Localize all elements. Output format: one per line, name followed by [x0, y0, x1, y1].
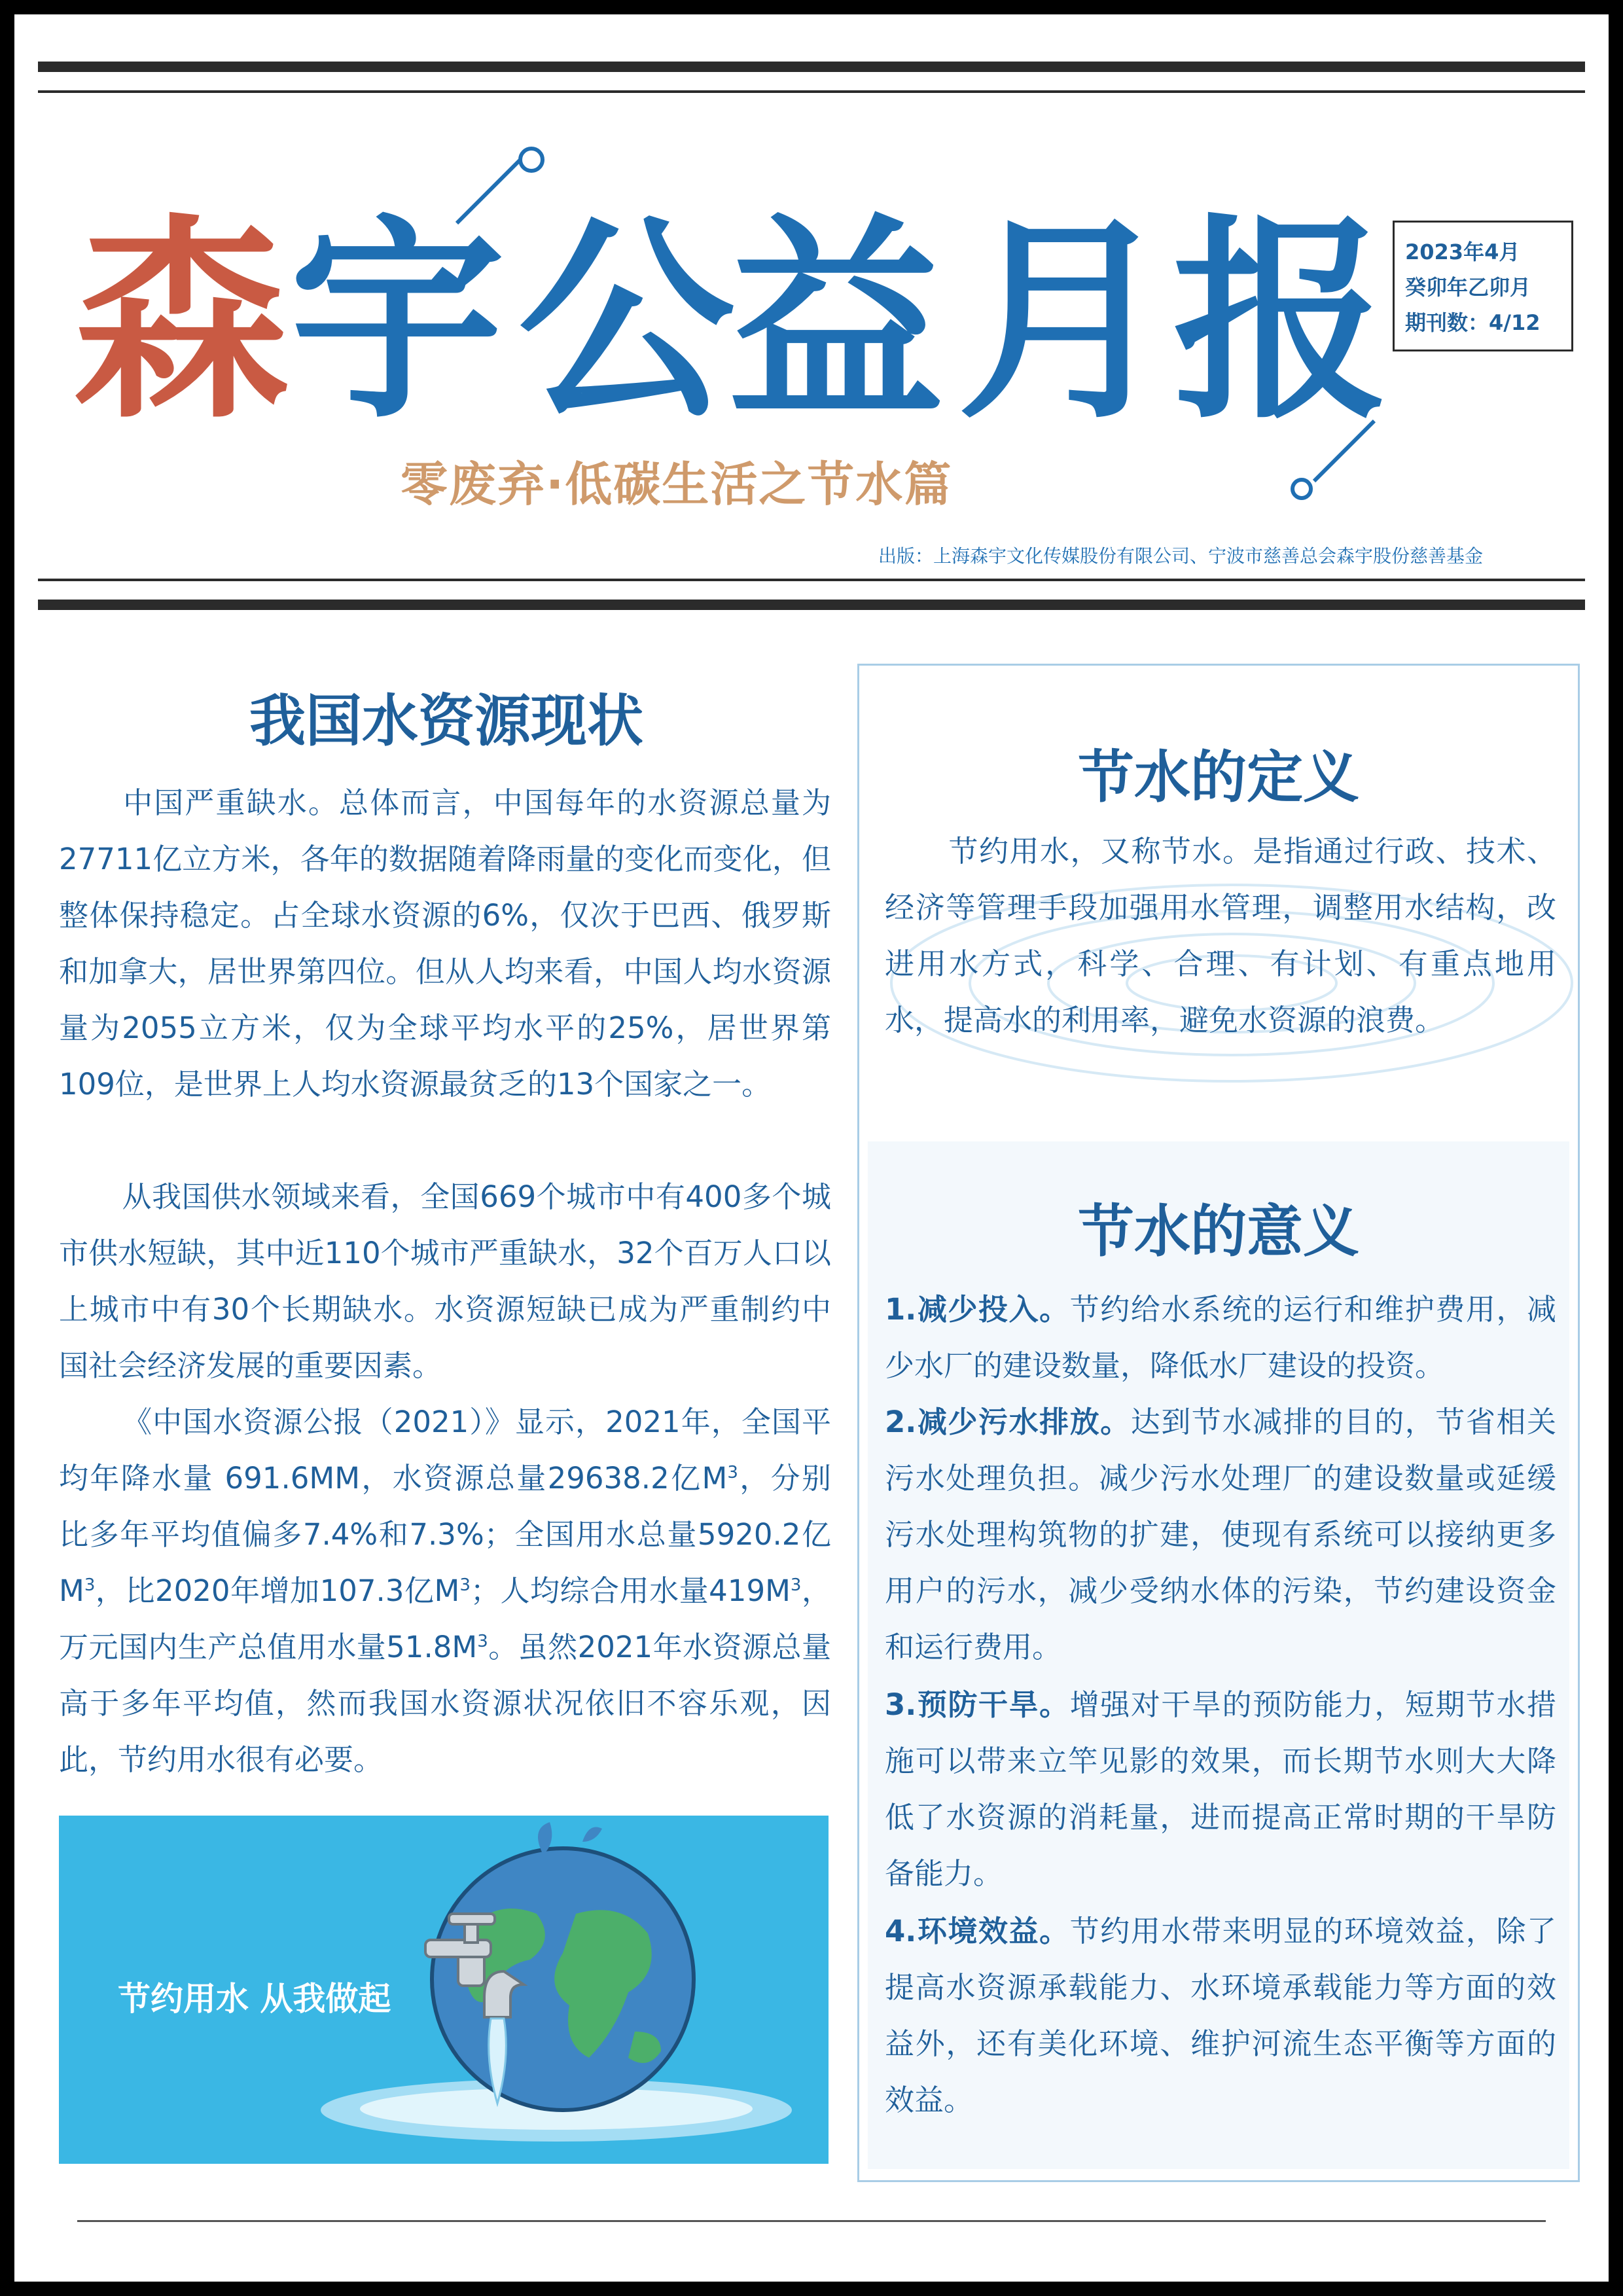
water-status-paragraph-2: 从我国供水领域来看，全国669个城市中有400多个城市供水短缺，其中近110个城市严重缺水，32个百万人口以上城市中有30个长期缺水。水资源短缺已成为严重制约中国社会经济发展的重要因素。 [59, 1179, 831, 1383]
title-char-5: 月 [957, 196, 1173, 448]
lunar-month: 癸卯年乙卯月 [1405, 275, 1531, 300]
definition-paragraph: 节约用水，又称节水。是指通过行政、技术、经济等管理手段加强用水管理，调整用水结构，改进用水方式，科学、合理、有计划、有重点地用水，提高水的利用率，避免水资源的浪费。 [885, 834, 1556, 1037]
publisher-line: 出版：上海森宇文化传媒股份有限公司、宁波市慈善总会森宇股份慈善基金 [878, 545, 1484, 567]
meaning-item-4: 4.环境效益。节约用水带来明显的环境效益，除了提高水资源承载能力、水环境承载能力等方面的效益外，还有美化环境、维护河流生态平衡等方面的效益。 [885, 1914, 1556, 2117]
deco-dot-top [518, 147, 544, 173]
mid-thin-rule [38, 579, 1585, 581]
title-char-1: 森 [73, 196, 289, 448]
save-water-banner [59, 1816, 829, 2164]
water-status-paragraph-1: 中国严重缺水。总体而言，中国每年的水资源总量为27711亿立方米，各年的数据随着降雨量的变化而变化，但整体保持稳定。占全球水资源的6%，仅次于巴西、俄罗斯和加拿大，居世界第四位。但从人均来看，中国人均水资源量为2055立方米，仅为全球平均水平的25%，居世界第109位，是世界上人均水资源最贫乏的13个国家之一。 [59, 785, 831, 1102]
masthead-subtitle: 零废弃·低碳生活之节水篇 [401, 457, 953, 512]
earth-faucet-illustration [59, 1816, 829, 2164]
definition-heading: 节水的定义 [1078, 745, 1359, 810]
water-status-heading: 我国水资源现状 [249, 689, 643, 754]
issue-number: 期刊数：4/12 [1405, 310, 1541, 335]
meaning-item-4-title: 4.环境效益。 [885, 1914, 1070, 1948]
title-char-6: 报 [1173, 196, 1389, 448]
meaning-heading: 节水的意义 [1078, 1199, 1359, 1265]
top-thin-rule [38, 90, 1585, 93]
title-char-4: 益 [728, 196, 944, 448]
bottom-rule [77, 2220, 1546, 2222]
masthead-title [73, 191, 1389, 453]
title-char-2: 宇 [289, 196, 505, 448]
deco-dot-bottom [1291, 478, 1313, 500]
meaning-item-3-title: 3.预防干旱。 [885, 1687, 1070, 1722]
issue-info-box [1393, 221, 1573, 351]
meaning-item-1: 1.减少投入。节约给水系统的运行和维护费用，减少水厂的建设数量，降低水厂建设的投资。 [885, 1292, 1556, 1383]
meaning-item-2-title: 2.减少污水排放。 [885, 1405, 1131, 1439]
top-thick-rule [38, 62, 1585, 72]
meaning-item-2: 2.减少污水排放。达到节水减排的目的，节省相关污水处理负担。减少污水处理厂的建设数量或延缓污水处理构筑物的扩建，使现有系统可以接纳更多用户的污水，减少受纳水体的污染，节约建设资金和运行费用。 [885, 1405, 1556, 1664]
water-status-paragraph-3: 《中国水资源公报（2021）》显示，2021年，全国平均年降水量 691.6MM，水资源总量29638.2亿$M^3$，分别比多年平均值偏多7.4%和7.3%；全国用水总量5920.2亿$M^3$，比2020年增加107.3亿$M^3$；人均综合用水量$419M^3$，万元国内生产总值用水量$51.8M^3$。虽然2021年水资源总量高于多年平均值，然而我国水资源状况依旧不容乐观，因此，节约用水很有必要。 [59, 1405, 831, 1777]
meaning-item-1-title: 1.减少投入。 [885, 1292, 1070, 1327]
meaning-item-3: 3.预防干旱。增强对干旱的预防能力，短期节水措施可以带来立竿见影的效果，而长期节水则大大降低了水资源的消耗量，进而提高正常时期的干旱防备能力。 [885, 1687, 1556, 1891]
newsletter-page [14, 14, 1609, 2282]
issue-date: 2023年4月 [1405, 240, 1520, 264]
banner-slogan: 节约用水 从我做起 [118, 1980, 391, 2018]
title-char-3: 公 [518, 196, 734, 448]
mid-thick-rule [38, 600, 1585, 610]
